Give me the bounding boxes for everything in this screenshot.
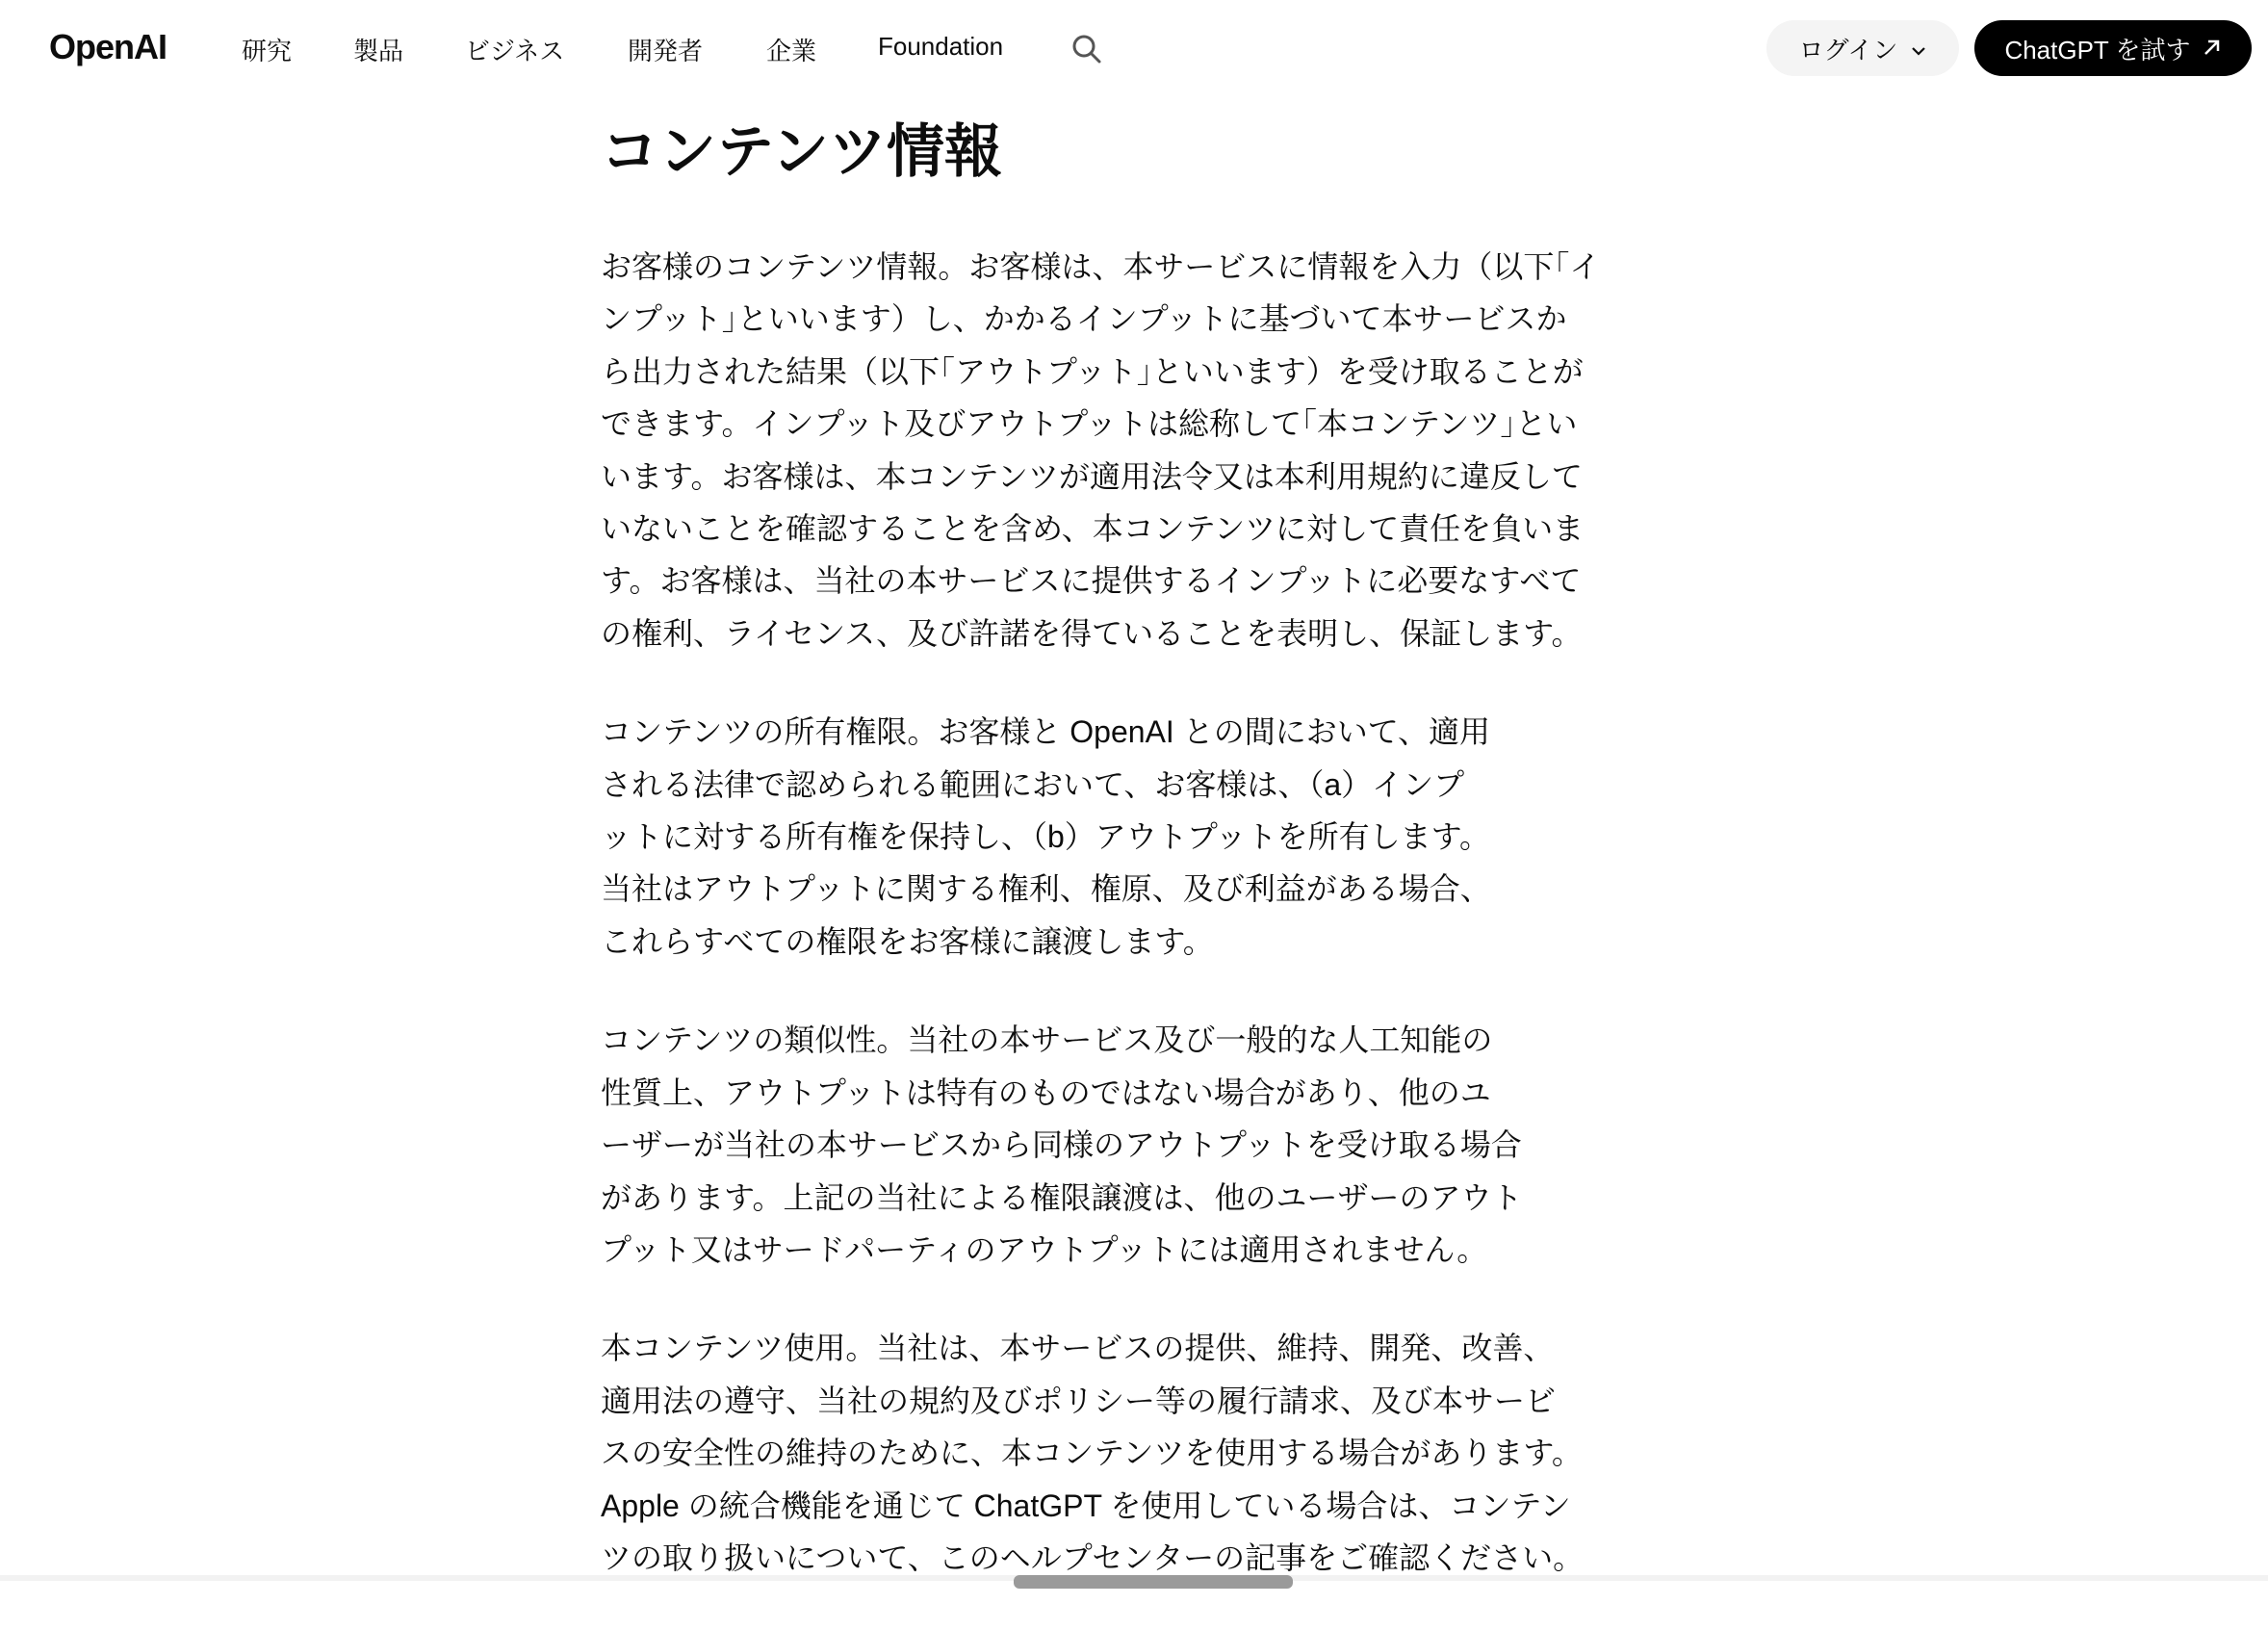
nav-item-business[interactable]: ビジネス: [465, 37, 565, 65]
paragraph: [601, 1322, 1679, 1532]
paragraph-line: があります。上記の当社による権限譲渡は、他のユーザーのアウト: [601, 1179, 1523, 1215]
article: [601, 114, 1679, 1630]
paragraph-line: 当社はアウトプットに関する権利、権原、及び利益がある場合、: [601, 871, 1491, 907]
try-chatgpt-button[interactable]: [1974, 20, 2252, 76]
paragraph-line: いないことを確認することを含め、本コンテンツに対して責任を負いま: [601, 511, 1585, 547]
paragraph-line: 本コンテンツ使用。当社は、本サービスの提供、維持、開発、改善、: [601, 1331, 1555, 1366]
paragraph-line: ら出力された結果（以下｢アウトプット｣といいます）を受け取ることが: [601, 353, 1584, 389]
paragraph: [601, 241, 1679, 660]
paragraph-line: ンプット｣といいます）し、かかるインプットに基づいて本サービスか: [601, 301, 1567, 337]
paragraph-line: Apple の統合機能を通じて ChatGPT を使用している場合は、コンテン: [601, 1488, 1571, 1523]
nav-item-products[interactable]: 製品: [353, 37, 404, 65]
nav-item-research[interactable]: 研究: [242, 37, 293, 65]
paragraph-line: 適用法の遵守、当社の規約及びポリシー等の履行請求、及び本サービ: [601, 1383, 1557, 1418]
paragraph: [601, 706, 1679, 968]
help-center-article-link[interactable]: このヘルプセンターの記事: [939, 1540, 1306, 1578]
paragraph-line: プット又はサードパーティのアウトプットには適用されません。: [601, 1231, 1488, 1267]
paragraph-line: ットに対する所有権を保持し、（b）アウトプットを所有します。: [601, 819, 1491, 855]
paragraph-line: ーザーが当社の本サービスから同様のアウトプットを受け取る場合: [601, 1127, 1522, 1163]
paragraph-line: できます。インプット及びアウトプットは総称して｢本コンテンツ｣とい: [601, 406, 1578, 442]
paragraph-line: スの安全性の維持のために、本コンテンツを使用する場合があります。: [601, 1436, 1583, 1471]
text-segment: ツの取り扱いについて、: [601, 1539, 939, 1575]
chevron-down-icon: [1911, 34, 1926, 64]
text-segment: をご確認ください。: [1306, 1539, 1585, 1575]
paragraph: [601, 1014, 1679, 1276]
scrollbar-handle[interactable]: [1014, 1575, 1293, 1589]
nav-item-developers[interactable]: 開発者: [628, 37, 704, 65]
paragraph-line: の権利、ライセンス、及び許諾を得ていることを表明し、保証します。: [601, 615, 1583, 651]
paragraph-line: す。お客様は、当社の本サービスに提供するインプットに必要なすべて: [601, 563, 1582, 599]
nav-item-company[interactable]: 企業: [766, 37, 817, 65]
login-label: ログイン: [1798, 35, 1898, 65]
openai-logo[interactable]: OpenAI: [49, 27, 168, 66]
paragraph-line: 性質上、アウトプットは特有のものではない場合があり、他のユ: [601, 1074, 1491, 1110]
paragraph-line: コンテンツの類似性。当社の本サービス及び一般的な人工知能の: [601, 1022, 1493, 1058]
login-button[interactable]: [1766, 20, 1959, 76]
search-icon[interactable]: [1070, 33, 1103, 65]
page-title: コンテンツ情報: [601, 119, 1002, 184]
paragraph-line: これらすべての権限をお客様に譲渡します。: [601, 923, 1214, 959]
paragraph-line: います。お客様は、本コンテンツが適用法令又は本利用規約に違反して: [601, 458, 1583, 494]
try-chatgpt-label: ChatGPT を試す: [2004, 35, 2191, 65]
nav-item-foundation[interactable]: Foundation: [878, 32, 1004, 61]
paragraph-line: お客様のコンテンツ情報。お客様は、本サービスに情報を入力（以下｢イ: [601, 249, 1601, 284]
paragraph-line: コンテンツの所有権限。お客様と OpenAI との間において、適用: [601, 714, 1491, 750]
arrow-up-right-icon: [2203, 34, 2222, 64]
paragraph-line: される法律で認められる範囲において、お客様は、（a）インプ: [601, 766, 1465, 802]
top-nav: [0, 0, 2268, 96]
